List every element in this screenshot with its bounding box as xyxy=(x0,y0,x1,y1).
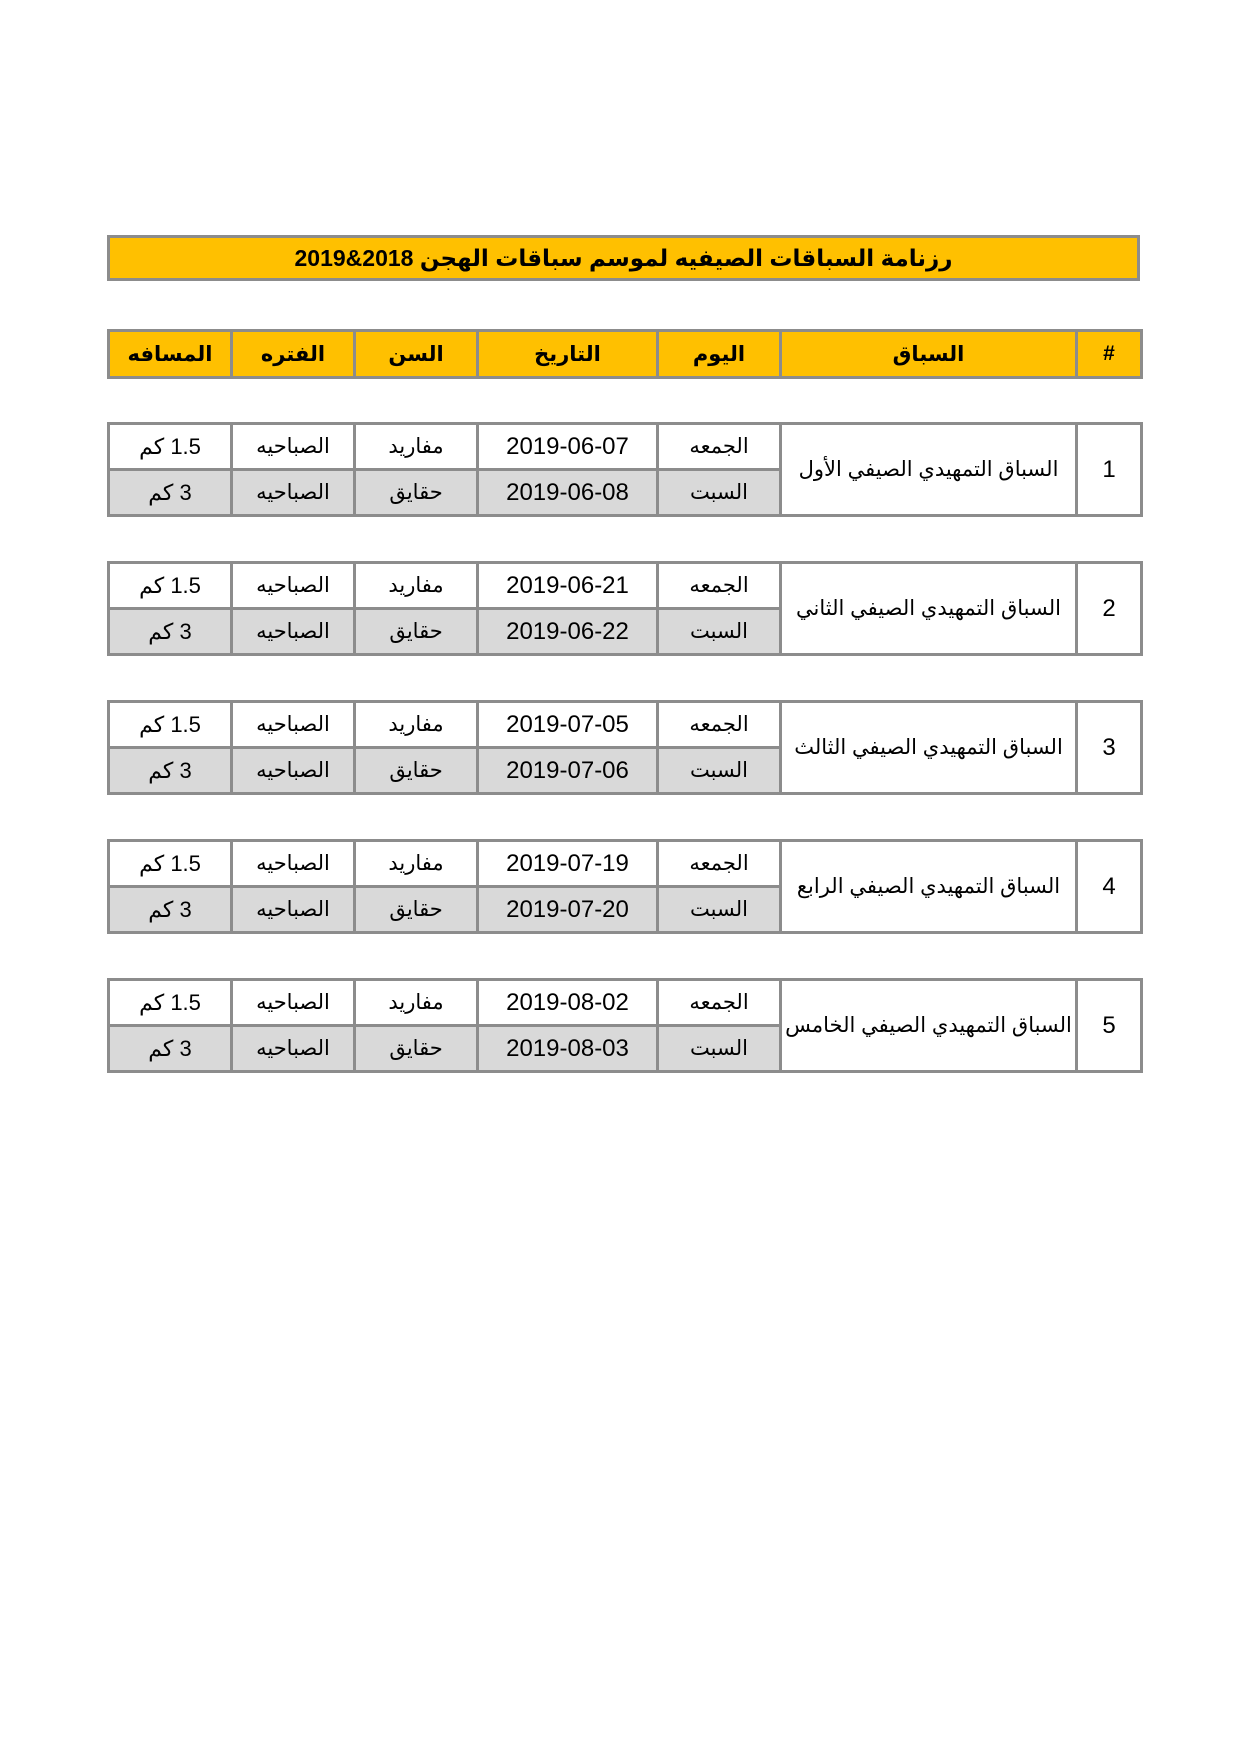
race-number: 4 xyxy=(1077,841,1142,933)
header-date: التاريخ xyxy=(478,331,658,378)
race-period: الصباحيه xyxy=(232,1026,355,1072)
race-period: الصباحيه xyxy=(232,980,355,1026)
race-period: الصباحيه xyxy=(232,887,355,933)
race-row xyxy=(109,980,1142,1026)
race-day: السبت xyxy=(658,609,781,655)
race-period: الصباحيه xyxy=(232,470,355,516)
race-day: السبت xyxy=(658,887,781,933)
race-age: حقايق xyxy=(355,609,478,655)
race-number: 3 xyxy=(1077,702,1142,794)
race-age: مفاريد xyxy=(355,702,478,748)
race-table-4 xyxy=(107,839,1143,934)
page-title-text: رزنامة السباقات الصيفيه لموسم سباقات الهجن 2018&2019 xyxy=(294,244,953,271)
race-day: الجمعه xyxy=(658,424,781,470)
race-row xyxy=(109,702,1142,748)
race-name: السباق التمهيدي الصيفي الثاني xyxy=(781,563,1077,655)
race-date: 2019-06-22 xyxy=(478,609,658,655)
race-period: الصباحيه xyxy=(232,748,355,794)
race-age: مفاريد xyxy=(355,563,478,609)
race-distance: 1.5 كم xyxy=(109,424,232,470)
race-age: حقايق xyxy=(355,470,478,516)
race-date: 2019-07-19 xyxy=(478,841,658,887)
header-age: السن xyxy=(355,331,478,378)
race-table-2 xyxy=(107,561,1143,656)
header-day: اليوم xyxy=(658,331,781,378)
column-header-row xyxy=(109,331,1142,378)
race-table-5 xyxy=(107,978,1143,1073)
race-age: مفاريد xyxy=(355,980,478,1026)
race-date: 2019-07-06 xyxy=(478,748,658,794)
race-age: مفاريد xyxy=(355,424,478,470)
race-distance: 3 كم xyxy=(109,1026,232,1072)
race-date: 2019-07-20 xyxy=(478,887,658,933)
race-date: 2019-07-05 xyxy=(478,702,658,748)
race-period: الصباحيه xyxy=(232,609,355,655)
race-day: السبت xyxy=(658,1026,781,1072)
race-date: 2019-06-08 xyxy=(478,470,658,516)
page-title xyxy=(107,235,1140,281)
race-table-1 xyxy=(107,422,1143,517)
race-row xyxy=(109,424,1142,470)
race-date: 2019-08-02 xyxy=(478,980,658,1026)
race-day: الجمعه xyxy=(658,841,781,887)
race-distance: 3 كم xyxy=(109,609,232,655)
race-row xyxy=(109,563,1142,609)
header-distance: المسافه xyxy=(109,331,232,378)
race-name: السباق التمهيدي الصيفي الخامس xyxy=(781,980,1077,1072)
race-distance: 1.5 كم xyxy=(109,841,232,887)
race-number: 2 xyxy=(1077,563,1142,655)
race-name: السباق التمهيدي الصيفي الثالث xyxy=(781,702,1077,794)
header-period: الفتره xyxy=(232,331,355,378)
race-age: حقايق xyxy=(355,1026,478,1072)
race-age: حقايق xyxy=(355,748,478,794)
race-distance: 1.5 كم xyxy=(109,980,232,1026)
race-name: السباق التمهيدي الصيفي الرابع xyxy=(781,841,1077,933)
race-age: مفاريد xyxy=(355,841,478,887)
race-period: الصباحيه xyxy=(232,424,355,470)
race-date: 2019-06-07 xyxy=(478,424,658,470)
race-date: 2019-06-21 xyxy=(478,563,658,609)
race-age: حقايق xyxy=(355,887,478,933)
column-header-table xyxy=(107,329,1143,379)
race-period: الصباحيه xyxy=(232,841,355,887)
race-day: السبت xyxy=(658,470,781,516)
header-num: # xyxy=(1077,331,1142,378)
race-day: السبت xyxy=(658,748,781,794)
race-row xyxy=(109,841,1142,887)
race-table-3 xyxy=(107,700,1143,795)
race-number: 1 xyxy=(1077,424,1142,516)
race-distance: 1.5 كم xyxy=(109,702,232,748)
race-number: 5 xyxy=(1077,980,1142,1072)
race-distance: 3 كم xyxy=(109,470,232,516)
race-day: الجمعه xyxy=(658,980,781,1026)
header-race: السباق xyxy=(781,331,1077,378)
race-date: 2019-08-03 xyxy=(478,1026,658,1072)
race-period: الصباحيه xyxy=(232,563,355,609)
race-day: الجمعه xyxy=(658,563,781,609)
race-period: الصباحيه xyxy=(232,702,355,748)
race-distance: 1.5 كم xyxy=(109,563,232,609)
race-day: الجمعه xyxy=(658,702,781,748)
race-distance: 3 كم xyxy=(109,887,232,933)
race-name: السباق التمهيدي الصيفي الأول xyxy=(781,424,1077,516)
race-distance: 3 كم xyxy=(109,748,232,794)
